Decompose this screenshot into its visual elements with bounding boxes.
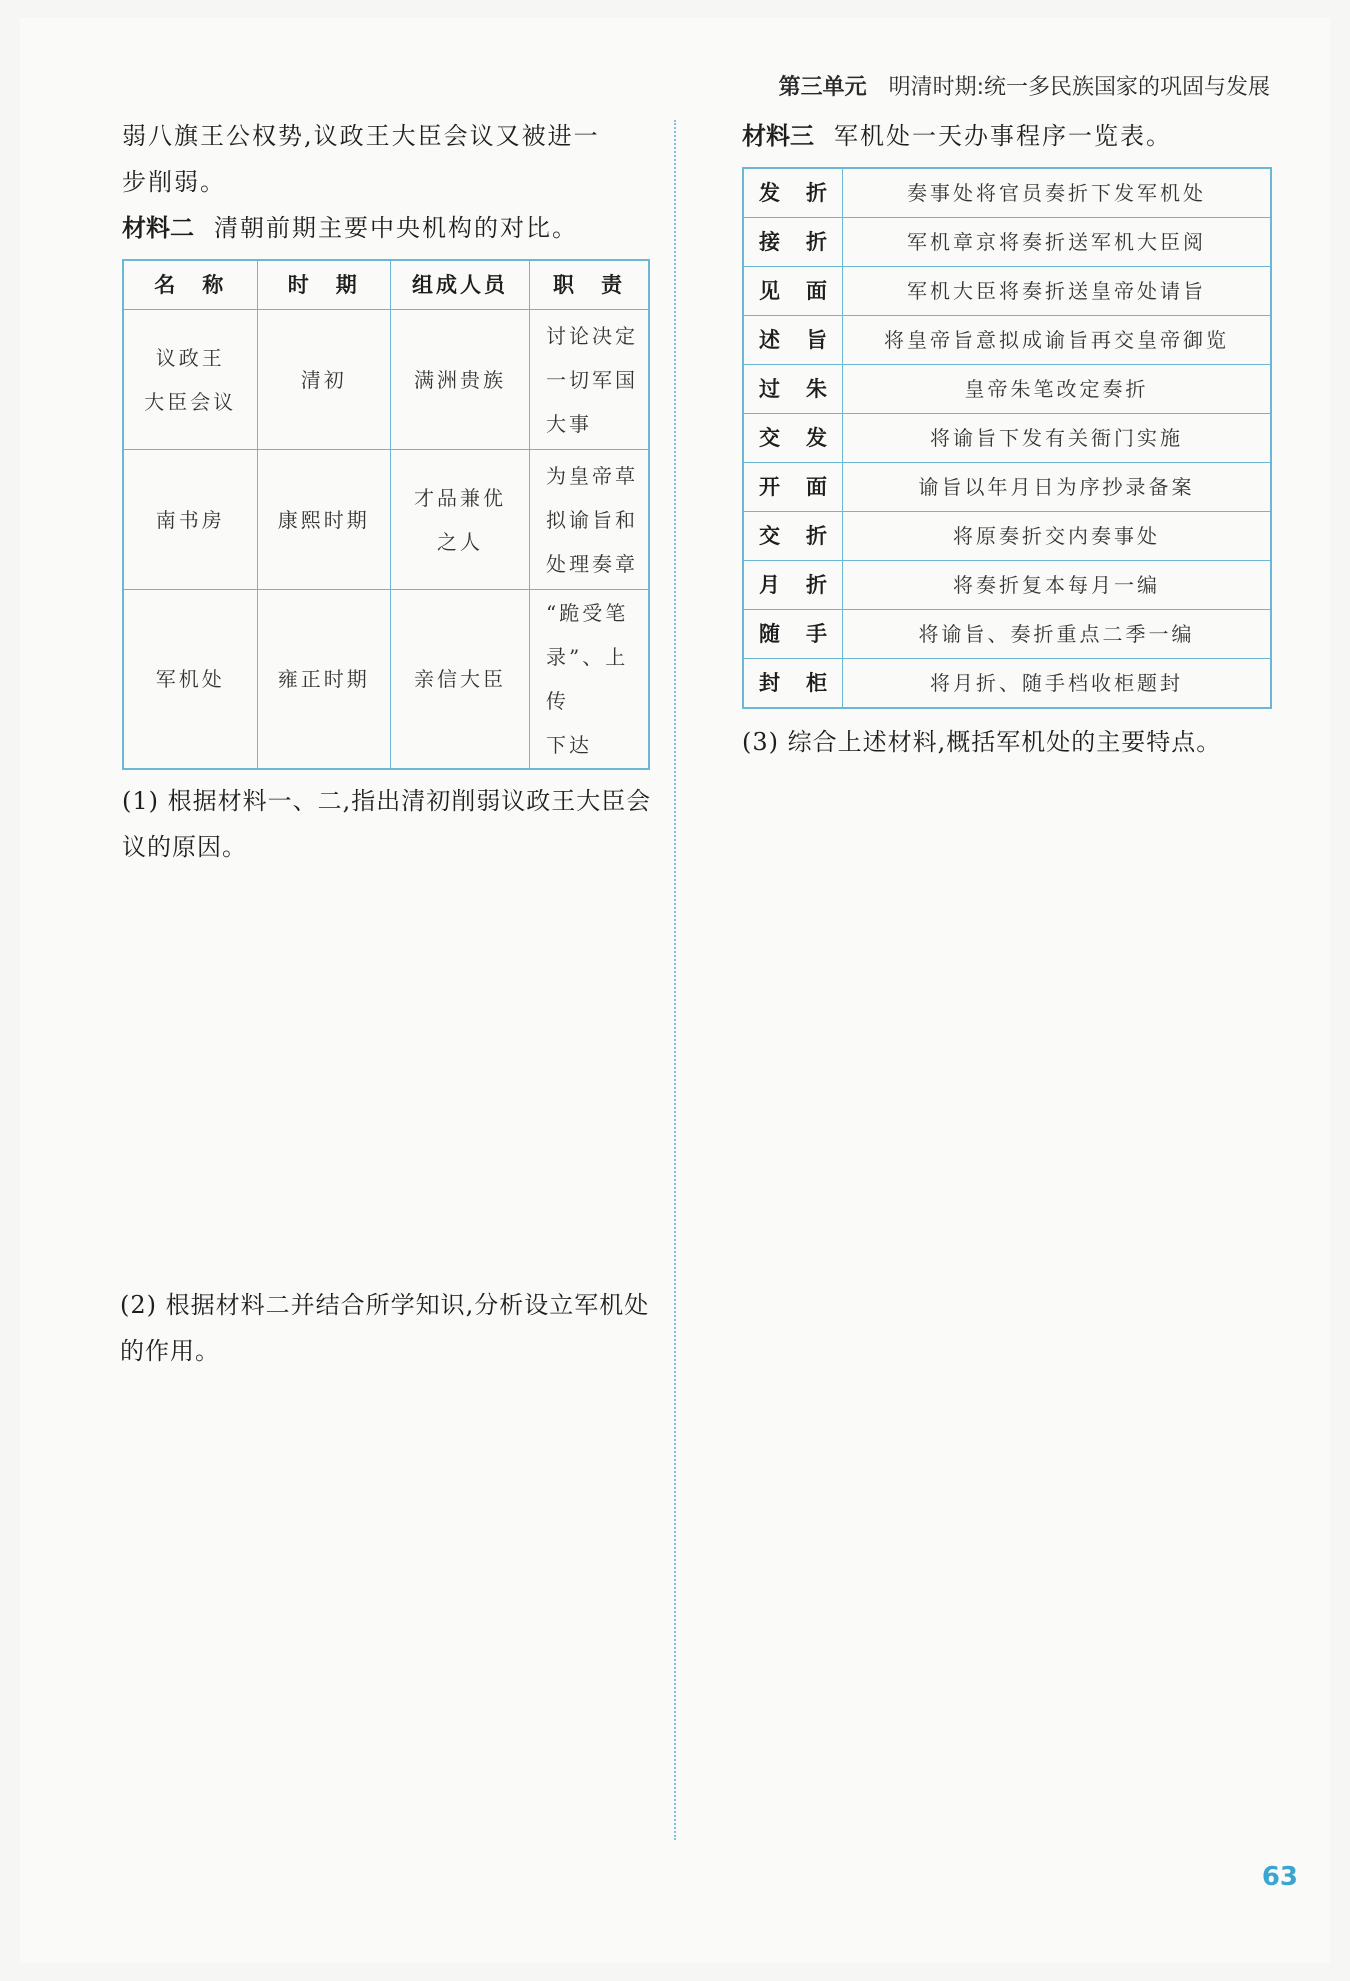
cell-description: 将奏折复本每月一编	[843, 561, 1272, 610]
cell-description: 将谕旨、奏折重点二季一编	[843, 610, 1272, 659]
running-header	[779, 70, 1270, 101]
material-3-caption: 军机处一天办事程序一览表。	[834, 122, 1172, 150]
table-row	[743, 561, 1271, 610]
cell-duty: “跪受笔 录”、上传 下达	[530, 590, 650, 770]
material-2-heading	[122, 205, 652, 251]
material-3-heading	[742, 113, 1272, 159]
table-row	[743, 267, 1271, 316]
column-header-members: 组成人员	[390, 260, 529, 310]
cell-period: 雍正时期	[257, 590, 390, 770]
cell-step: 封 柜	[743, 659, 843, 709]
table-row	[123, 310, 649, 450]
table-row	[743, 316, 1271, 365]
cell-step: 月 折	[743, 561, 843, 610]
unit-title: 明清时期:统一多民族国家的巩固与发展	[888, 75, 1270, 100]
intro-line-1: 弱八旗王公权势,议政王大臣会议又被进一	[122, 122, 600, 150]
cell-description: 谕旨以年月日为序抄录备案	[843, 463, 1272, 512]
question-1: (1) 根据材料一、二,指出清初削弱议政王大臣会议的原因。	[122, 787, 652, 861]
material-3-label: 材料三	[742, 122, 814, 150]
table-row	[743, 218, 1271, 267]
table-row	[743, 659, 1271, 709]
table-row	[743, 463, 1271, 512]
table-row	[123, 590, 649, 770]
cell-step: 述 旨	[743, 316, 843, 365]
right-column	[742, 113, 1272, 765]
table-row	[123, 450, 649, 590]
table-row	[743, 512, 1271, 561]
cell-description: 军机章京将奏折送军机大臣阅	[843, 218, 1272, 267]
unit-label: 第三单元	[778, 75, 867, 100]
cell-step: 接 折	[743, 218, 843, 267]
cell-step: 开 面	[743, 463, 843, 512]
column-header-name: 名 称	[123, 260, 257, 310]
table-row	[743, 414, 1271, 463]
cell-period: 康熙时期	[257, 450, 390, 590]
intro-paragraph	[122, 113, 652, 205]
cell-step: 交 折	[743, 512, 843, 561]
question-2: (2) 根据材料二并结合所学知识,分析设立军机处的作用。	[120, 1291, 650, 1365]
table-row	[743, 365, 1271, 414]
cell-name: 南书房	[123, 450, 257, 590]
cell-description: 奏事处将官员奏折下发军机处	[843, 168, 1272, 218]
cell-step: 发 折	[743, 168, 843, 218]
question-3: (3) 综合上述材料,概括军机处的主要特点。	[742, 728, 1222, 756]
left-column	[122, 113, 652, 870]
column-divider	[674, 120, 676, 1840]
cell-name: 军机处	[123, 590, 257, 770]
material-2-caption: 清朝前期主要中央机构的对比。	[214, 214, 578, 242]
intro-line-2: 步削弱。	[122, 168, 226, 196]
cell-step: 交 发	[743, 414, 843, 463]
central-institutions-table	[122, 259, 650, 770]
cell-step: 见 面	[743, 267, 843, 316]
cell-members: 才品兼优 之人	[390, 450, 529, 590]
cell-duty: 讨论决定 一切军国 大事	[530, 310, 650, 450]
column-header-period: 时 期	[257, 260, 390, 310]
column-header-duty: 职 责	[530, 260, 650, 310]
cell-description: 将皇帝旨意拟成谕旨再交皇帝御览	[843, 316, 1272, 365]
cell-description: 将谕旨下发有关衙门实施	[843, 414, 1272, 463]
cell-name: 议政王 大臣会议	[123, 310, 257, 450]
cell-description: 将月折、随手档收柜题封	[843, 659, 1272, 709]
table-row	[743, 610, 1271, 659]
material-2-label: 材料二	[122, 214, 194, 242]
cell-members: 亲信大臣	[390, 590, 529, 770]
page-number: 63	[1261, 1862, 1298, 1892]
cell-description: 皇帝朱笔改定奏折	[843, 365, 1272, 414]
table-header-row	[123, 260, 649, 310]
cell-step: 随 手	[743, 610, 843, 659]
cell-period: 清初	[257, 310, 390, 450]
cell-step: 过 朱	[743, 365, 843, 414]
procedure-table	[742, 167, 1272, 709]
cell-description: 军机大臣将奏折送皇帝处请旨	[843, 267, 1272, 316]
table-row	[743, 168, 1271, 218]
cell-members: 满洲贵族	[390, 310, 529, 450]
cell-duty: 为皇帝草 拟谕旨和 处理奏章	[530, 450, 650, 590]
cell-description: 将原奏折交内奏事处	[843, 512, 1272, 561]
